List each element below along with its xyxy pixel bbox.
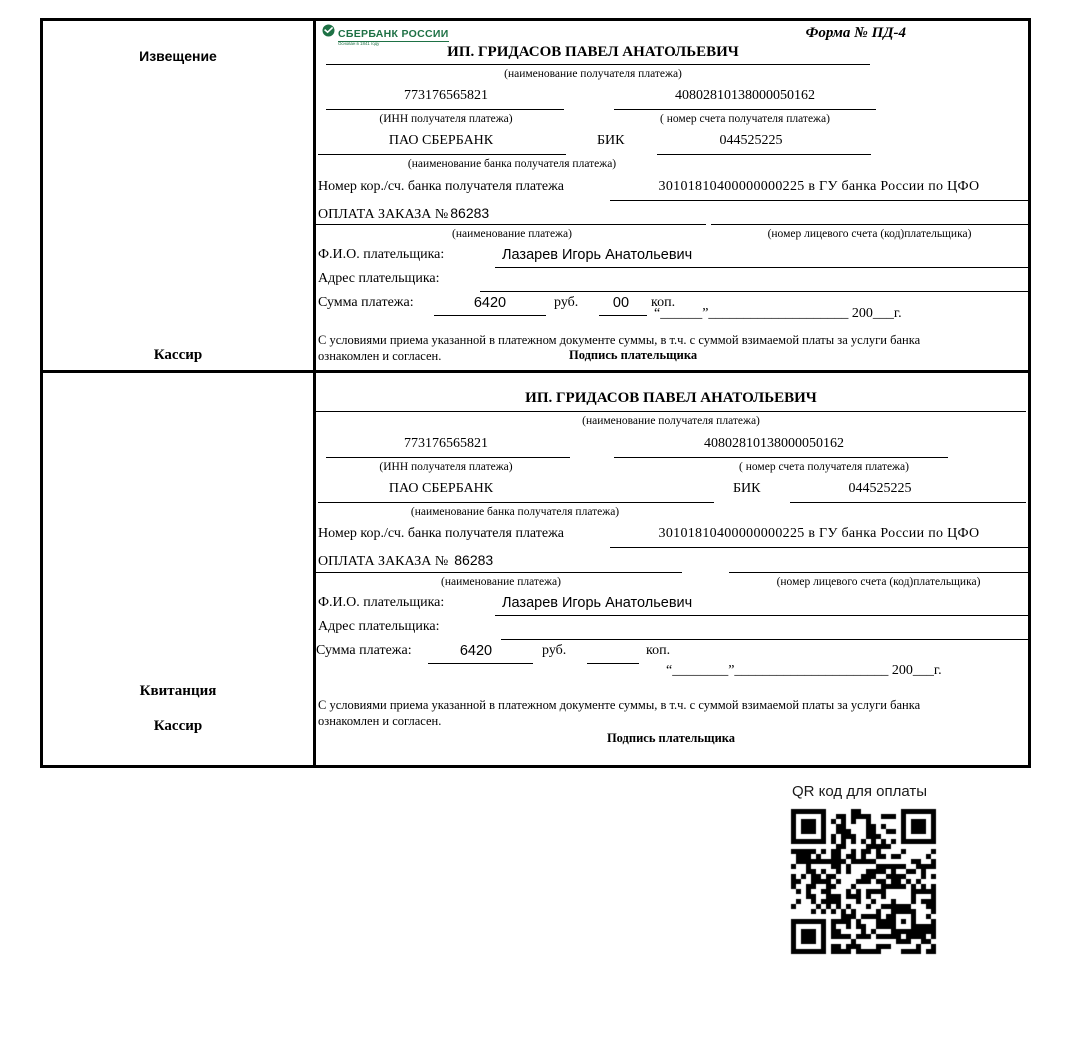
field-line bbox=[318, 502, 714, 503]
bank-name: ПАО СБЕРБАНК bbox=[388, 481, 494, 496]
corr-account-label: Номер кор./сч. банка получателя платежа bbox=[318, 526, 564, 541]
payer-value: Лазарев Игорь Анатольевич bbox=[502, 247, 693, 263]
field-line bbox=[711, 224, 1028, 225]
amount-label: Сумма платежа: bbox=[318, 295, 414, 310]
signature-label: Подпись плательщика bbox=[606, 731, 736, 745]
agreement-line2: ознакомлен и согласен. bbox=[318, 714, 442, 728]
field-line bbox=[614, 457, 948, 458]
sberbank-logo-tagline: Основан в 1841 году bbox=[338, 42, 380, 47]
personal-account-caption: (номер лицевого счета (код)плательщика) bbox=[767, 228, 972, 240]
pd4-form bbox=[40, 18, 1031, 768]
qr-code-image bbox=[788, 806, 940, 958]
payment-name-label: ОПЛАТА ЗАКАЗА № bbox=[318, 554, 449, 569]
field-line bbox=[587, 663, 639, 664]
sberbank-logo-name: СБЕРБАНК РОССИИ bbox=[338, 28, 449, 40]
cashier-label: Кассир bbox=[153, 718, 203, 734]
payment-name-label: ОПЛАТА ЗАКАЗА № bbox=[318, 207, 449, 222]
field-line bbox=[614, 109, 876, 110]
payee-caption: (наименование получателя платежа) bbox=[504, 68, 682, 80]
payment-caption: (наименование платежа) bbox=[441, 576, 561, 588]
signature-label: Подпись плательщика bbox=[569, 348, 698, 362]
agreement-line1: С условиями приема указанной в платежном документе суммы, в т.ч. с суммой взимаемой платы за услуги банка bbox=[318, 698, 921, 712]
order-number: 86283 bbox=[450, 205, 490, 221]
field-line bbox=[318, 154, 566, 155]
rub-label: руб. bbox=[554, 295, 579, 310]
field-line bbox=[495, 267, 1028, 268]
notice-left-cell bbox=[43, 21, 316, 370]
payee-name: ИП. ГРИДАСОВ ПАВЕЛ АНАТОЛЬЕВИЧ bbox=[525, 390, 817, 406]
address-label: Адрес плательщика: bbox=[318, 271, 440, 286]
agreement-text bbox=[318, 697, 978, 729]
notice-title: Извещение bbox=[139, 48, 217, 64]
inn-value: 773176565821 bbox=[404, 436, 488, 451]
bik-label: БИК bbox=[597, 133, 625, 148]
bank-caption: (наименование банка получателя платежа) bbox=[410, 506, 620, 518]
corr-account-value: 30101810400000000225 в ГУ банка России по ЦФО bbox=[658, 179, 980, 194]
receipt-left-cell bbox=[43, 373, 316, 765]
field-line bbox=[316, 572, 682, 573]
inn-value: 773176565821 bbox=[404, 88, 488, 103]
field-line bbox=[729, 572, 1028, 573]
bank-caption: (наименование банка получателя платежа) bbox=[407, 158, 617, 170]
account-value: 40802810138000050162 bbox=[675, 88, 815, 103]
payee-caption: (наименование получателя платежа) bbox=[582, 415, 760, 427]
bik-label: БИК bbox=[733, 481, 761, 496]
field-line bbox=[610, 547, 1028, 548]
notice-section bbox=[43, 21, 1028, 373]
form-title: Форма № ПД-4 bbox=[805, 25, 906, 41]
payment-name bbox=[318, 205, 489, 223]
field-line bbox=[501, 639, 1028, 640]
field-line bbox=[480, 291, 1028, 292]
amount-kop-value: 00 bbox=[612, 295, 630, 311]
bik-value: 044525225 bbox=[719, 133, 783, 148]
field-line bbox=[610, 200, 1028, 201]
receipt-body-cell bbox=[316, 373, 1028, 765]
rub-label: руб. bbox=[542, 643, 567, 658]
agreement-line1: С условиями приема указанной в платежном документе суммы, в т.ч. с суммой взимаемой платы за услуги банка bbox=[318, 333, 921, 347]
payer-label: Ф.И.О. плательщика: bbox=[318, 595, 445, 610]
amount-rub-value: 6420 bbox=[473, 295, 507, 311]
date-line: “________”______________________ 200___г. bbox=[666, 663, 942, 678]
corr-account-value: 30101810400000000225 в ГУ банка России по ЦФО bbox=[658, 526, 980, 541]
payment-name bbox=[318, 552, 493, 570]
account-caption: ( номер счета получателя платежа) bbox=[739, 461, 909, 473]
order-number: 86283 bbox=[454, 552, 494, 568]
receipt-title: Квитанция bbox=[139, 683, 217, 699]
receipt-section bbox=[43, 373, 1028, 765]
account-value: 40802810138000050162 bbox=[704, 436, 844, 451]
sberbank-logo-icon bbox=[322, 24, 335, 37]
field-line bbox=[428, 663, 533, 664]
payment-caption: (наименование платежа) bbox=[452, 228, 572, 240]
field-line bbox=[599, 315, 647, 316]
amount-rub-value: 6420 bbox=[459, 643, 493, 659]
field-line bbox=[326, 109, 564, 110]
bank-name: ПАО СБЕРБАНК bbox=[388, 133, 494, 148]
field-line bbox=[434, 315, 546, 316]
field-line bbox=[326, 457, 570, 458]
bik-value: 044525225 bbox=[848, 481, 912, 496]
inn-caption: (ИНН получателя платежа) bbox=[379, 461, 513, 473]
date-line: “______”____________________ 200___г. bbox=[654, 306, 902, 321]
field-line bbox=[316, 411, 1026, 412]
field-line bbox=[326, 64, 870, 65]
agreement-line2: ознакомлен и согласен. bbox=[318, 349, 442, 363]
amount-label: Сумма платежа: bbox=[316, 643, 412, 658]
payer-label: Ф.И.О. плательщика: bbox=[318, 247, 445, 262]
inn-caption: (ИНН получателя платежа) bbox=[379, 113, 513, 125]
field-line bbox=[657, 154, 871, 155]
field-line bbox=[316, 224, 706, 225]
payer-value: Лазарев Игорь Анатольевич bbox=[502, 595, 693, 611]
personal-account-caption: (номер лицевого счета (код)плательщика) bbox=[776, 576, 981, 588]
notice-body-cell bbox=[316, 21, 1028, 370]
qr-caption: QR код для оплаты bbox=[792, 783, 928, 800]
field-line bbox=[790, 502, 1026, 503]
kop-label: коп. bbox=[646, 643, 671, 658]
kop-label: коп. bbox=[651, 295, 676, 310]
field-line bbox=[495, 615, 1028, 616]
corr-account-label: Номер кор./сч. банка получателя платежа bbox=[318, 179, 564, 194]
address-label: Адрес плательщика: bbox=[318, 619, 440, 634]
payee-name: ИП. ГРИДАСОВ ПАВЕЛ АНАТОЛЬЕВИЧ bbox=[447, 44, 739, 60]
cashier-label: Кассир bbox=[153, 347, 203, 363]
account-caption: ( номер счета получателя платежа) bbox=[660, 113, 830, 125]
